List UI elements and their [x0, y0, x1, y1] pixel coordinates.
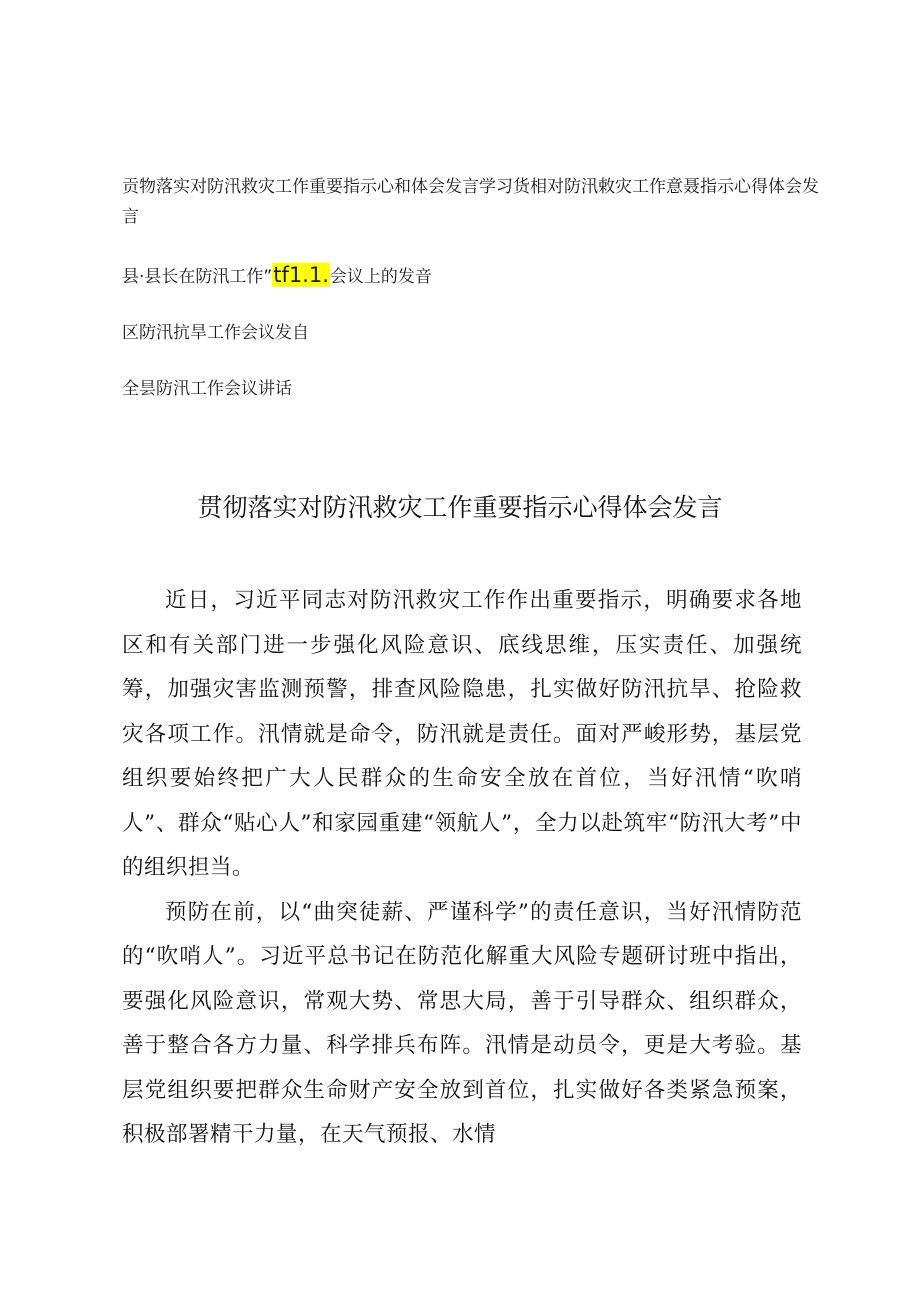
paragraph: 近日，习近平同志对防汛救灾工作作出重要指示，明确要求各地区和有关部门进一步强化风险意识、底线思维，压实责任、加强统筹，加强灾害监测预警，排查风险隐患，扎实做好防汛抗旱、抢险救灾各项工作。汛情就是命令，防汛就是责任。面对严峻形势，基层党组织要始终把广大人民群众的生命安全放在首位，当好汛情“吹哨人”、群众“贴心人”和家园重建“领航人”，全力以赴筑牢“防汛大考”中的组织担当。: [122, 588, 802, 880]
highlighted-text: tf1.1.: [273, 263, 329, 287]
toc-entry[interactable]: 区防汛抗旱工作会议发自: [122, 323, 309, 343]
toc-entry-text: 县·县长在防汛工作”: [122, 267, 273, 287]
toc-entry[interactable]: 全昙防汛工作会议讲话: [122, 379, 292, 399]
toc-entry[interactable]: 贡物落实对防汛救灾工作重要指示心和体会发言学习货相对防汛敕灾工作意聂指示心得体会发言: [122, 177, 819, 227]
article-body: [122, 579, 802, 1158]
toc-entry[interactable]: [122, 260, 822, 292]
paragraph: 预防在前，以“曲突徒薪、严谨科学”的责任意识，当好汛情防范的“吹哨人”。习近平总书记在防范化解重大风险专题研讨班中指出，要强化风险意识，常观大势、常思大局，善于引导群众、组织群众，善于整合各方力量、科学排兵布阵。汛情是动员令，更是大考验。基层党组织要把群众生命财产安全放到首位，扎实做好各类紧急预案，积极部署精干力量，在天气预报、水情: [122, 899, 802, 1147]
toc-entry-text: 会议上的发音: [329, 267, 432, 287]
article-title: 贯彻落实对防汛救灾工作重要指示心得体会发言: [197, 493, 723, 522]
